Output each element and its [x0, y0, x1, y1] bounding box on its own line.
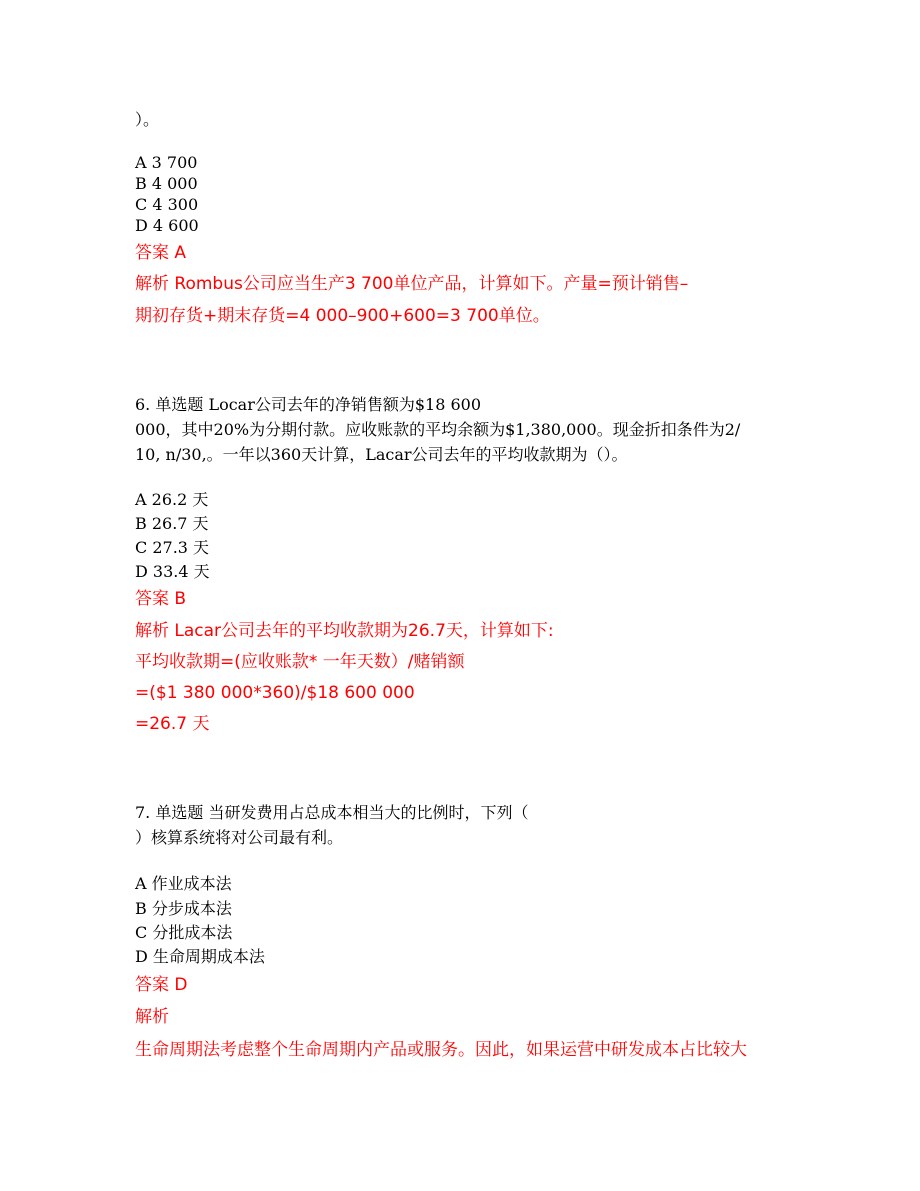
q7-analysis-label: 解析 [135, 1007, 169, 1027]
q7-option-d: D 生命周期成本法 [135, 947, 265, 966]
q6-stem-line-1: 6. 单选题 Locar公司去年的净销售额为$18 600 [135, 395, 482, 414]
q6-analysis-line-4: =26.7 天 [135, 714, 210, 734]
q6-option-c: C 27.3 天 [135, 538, 210, 557]
q7-answer: 答案 D [135, 975, 188, 995]
q7-option-b: B 分步成本法 [135, 899, 232, 918]
q7-stem-line-1: 7. 单选题 当研发费用占总成本相当大的比例时，下列（ [135, 803, 529, 822]
q6-analysis-line-3: =($1 380 000*360)/$18 600 000 [135, 683, 415, 703]
q7-analysis-line-1: 生命周期法考虑整个生命周期内产品或服务。因此，如果运营中研发成本占比较大 [135, 1040, 747, 1060]
q5-analysis-line-2: 期初存货+期末存货=4 000–900+600=3 700单位。 [135, 306, 550, 326]
q6-analysis-line-2: 平均收款期=(应收账款* 一年天数）/赌销额 [135, 652, 465, 672]
q5-option-a: A 3 700 [135, 153, 198, 172]
q5-option-c: C 4 300 [135, 195, 199, 214]
q6-option-b: B 26.7 天 [135, 514, 209, 533]
q6-analysis-line-1: 解析 Lacar公司去年的平均收款期为26.7天，计算如下: [135, 621, 554, 641]
q6-answer: 答案 B [135, 589, 187, 609]
q6-stem-line-2: 000，其中20%为分期付款。应收账款的平均余额为$1,380,000。现金折扣条件为2/ [135, 420, 741, 439]
q5-answer: 答案 A [135, 243, 187, 263]
q5-option-b: B 4 000 [135, 174, 198, 193]
q5-analysis-line-1: 解析 Rombus公司应当生产3 700单位产品，计算如下。产量=预计销售– [135, 274, 689, 294]
q6-option-d: D 33.4 天 [135, 562, 210, 581]
q5-option-d: D 4 600 [135, 216, 199, 235]
q7-option-c: C 分批成本法 [135, 923, 233, 942]
q7-stem-line-2: ）核算系统将对公司最有利。 [135, 828, 344, 847]
q5-stem-tail: ）。 [135, 110, 160, 129]
q6-option-a: A 26.2 天 [135, 490, 209, 509]
q7-option-a: A 作业成本法 [135, 874, 232, 893]
q6-stem-line-3: 10, n/30,。一年以360天计算，Lacar公司去年的平均收款期为（）。 [135, 445, 628, 464]
